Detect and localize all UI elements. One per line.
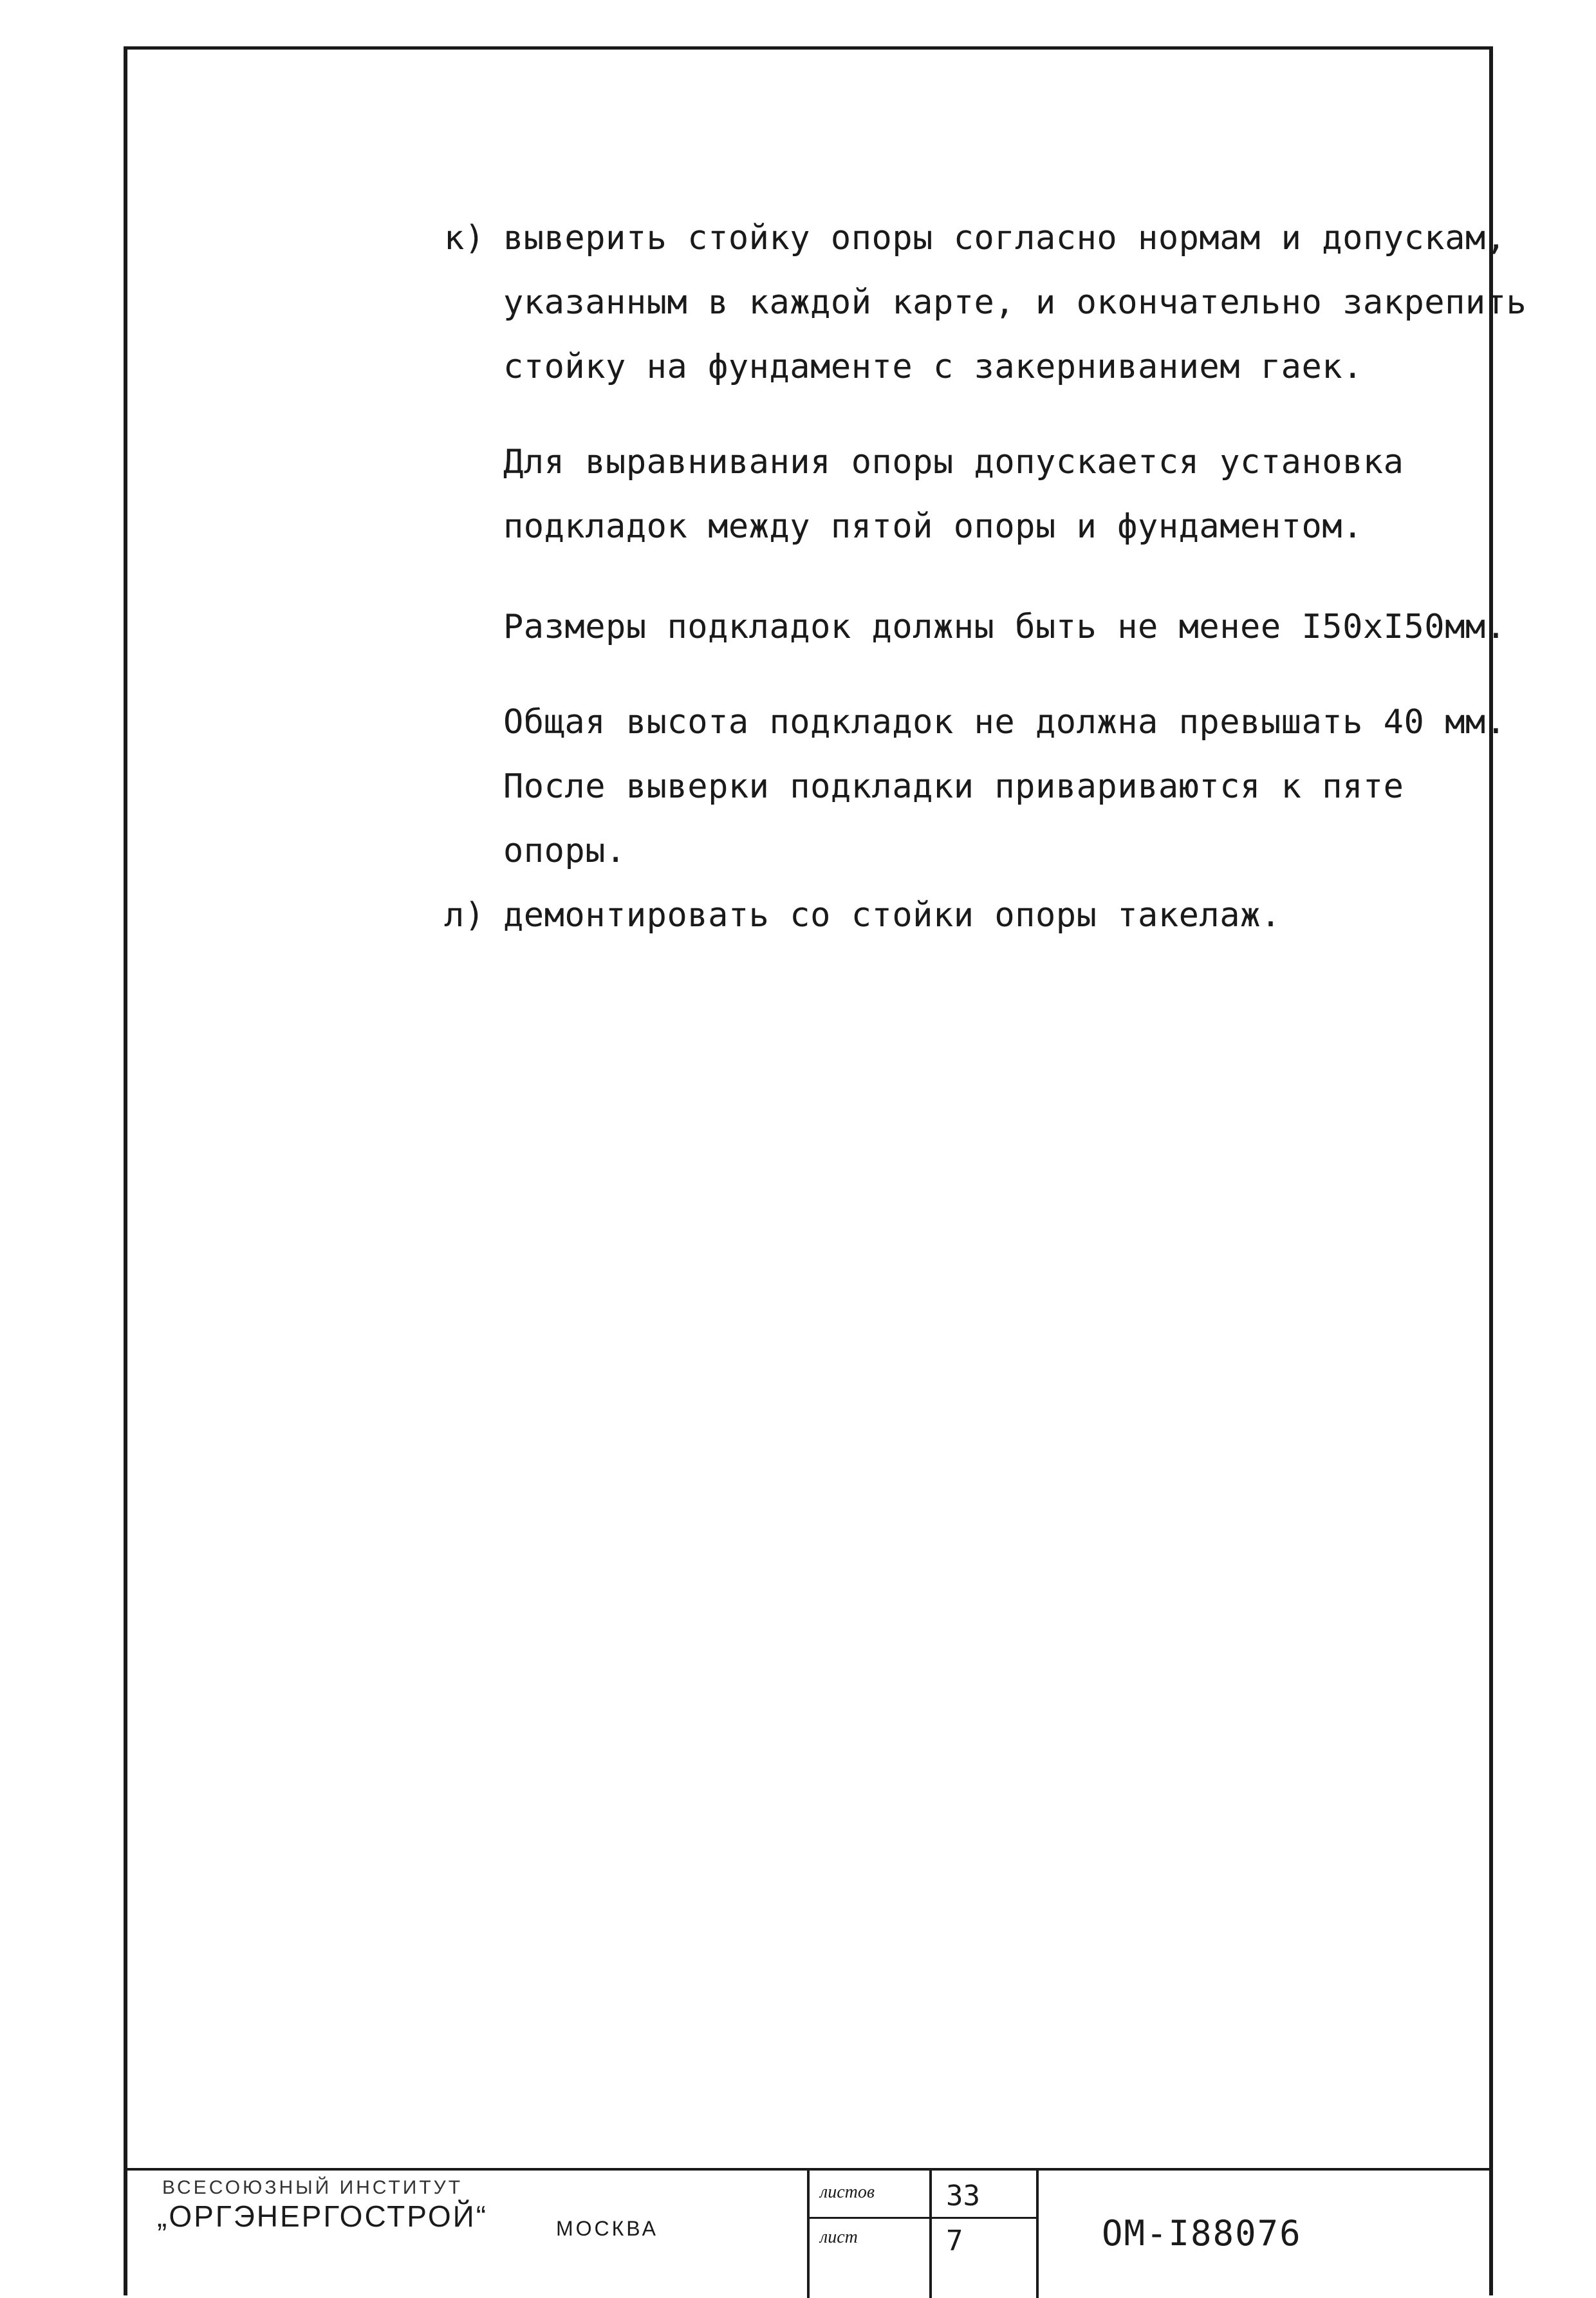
text-line: стойку на фундаменте с закерниванием гаек. xyxy=(503,348,1363,386)
sheet-number-value: 7 xyxy=(946,2225,963,2257)
paragraph-size xyxy=(444,595,1507,659)
list-marker-l: л) xyxy=(444,896,485,935)
paragraph-alignment xyxy=(444,430,1499,559)
text-line: указанным в каждой карте, и окончательно закрепить xyxy=(503,283,1527,322)
text-line: демонтировать со стойки опоры такелаж. xyxy=(503,896,1281,935)
title-block xyxy=(124,2168,1493,2295)
list-item-k xyxy=(444,206,1527,399)
divider xyxy=(1036,2171,1039,2298)
institute-name: „ОРГЭНЕРГОСТРОЙ“ xyxy=(157,2200,488,2233)
sheet-counter xyxy=(807,2171,1039,2298)
sheets-total-label: листов xyxy=(820,2182,875,2202)
text-line: подкладок между пятой опоры и фундаментом. xyxy=(503,507,1363,546)
sheet-number-label: лист xyxy=(820,2227,858,2247)
text-line: выверить стойку опоры согласно нормам и допускам, xyxy=(503,219,1507,257)
document-code: ОМ-I88076 xyxy=(1102,2213,1302,2254)
city-label: МОСКВА xyxy=(556,2217,658,2240)
institute-caption: ВСЕСОЮЗНЫЙ ИНСТИТУТ xyxy=(162,2177,463,2198)
text-line: опоры. xyxy=(503,832,626,870)
text-line: После выверки подкладки привариваются к пяте xyxy=(503,767,1404,806)
text-line: Размеры подкладок должны быть не менее I50xI50мм. xyxy=(503,608,1507,646)
divider xyxy=(807,2217,1039,2219)
sheets-total-value: 33 xyxy=(946,2180,980,2212)
list-marker-k: к) xyxy=(444,219,485,257)
text-line: Общая высота подкладок не должна превышать 40 мм. xyxy=(503,703,1507,742)
paragraph-height xyxy=(444,690,1507,883)
document-body xyxy=(444,206,1527,948)
list-item-l xyxy=(444,883,1499,948)
divider xyxy=(929,2171,932,2298)
text-line: Для выравнивания опоры допускается установка xyxy=(503,443,1404,481)
divider xyxy=(807,2171,810,2298)
